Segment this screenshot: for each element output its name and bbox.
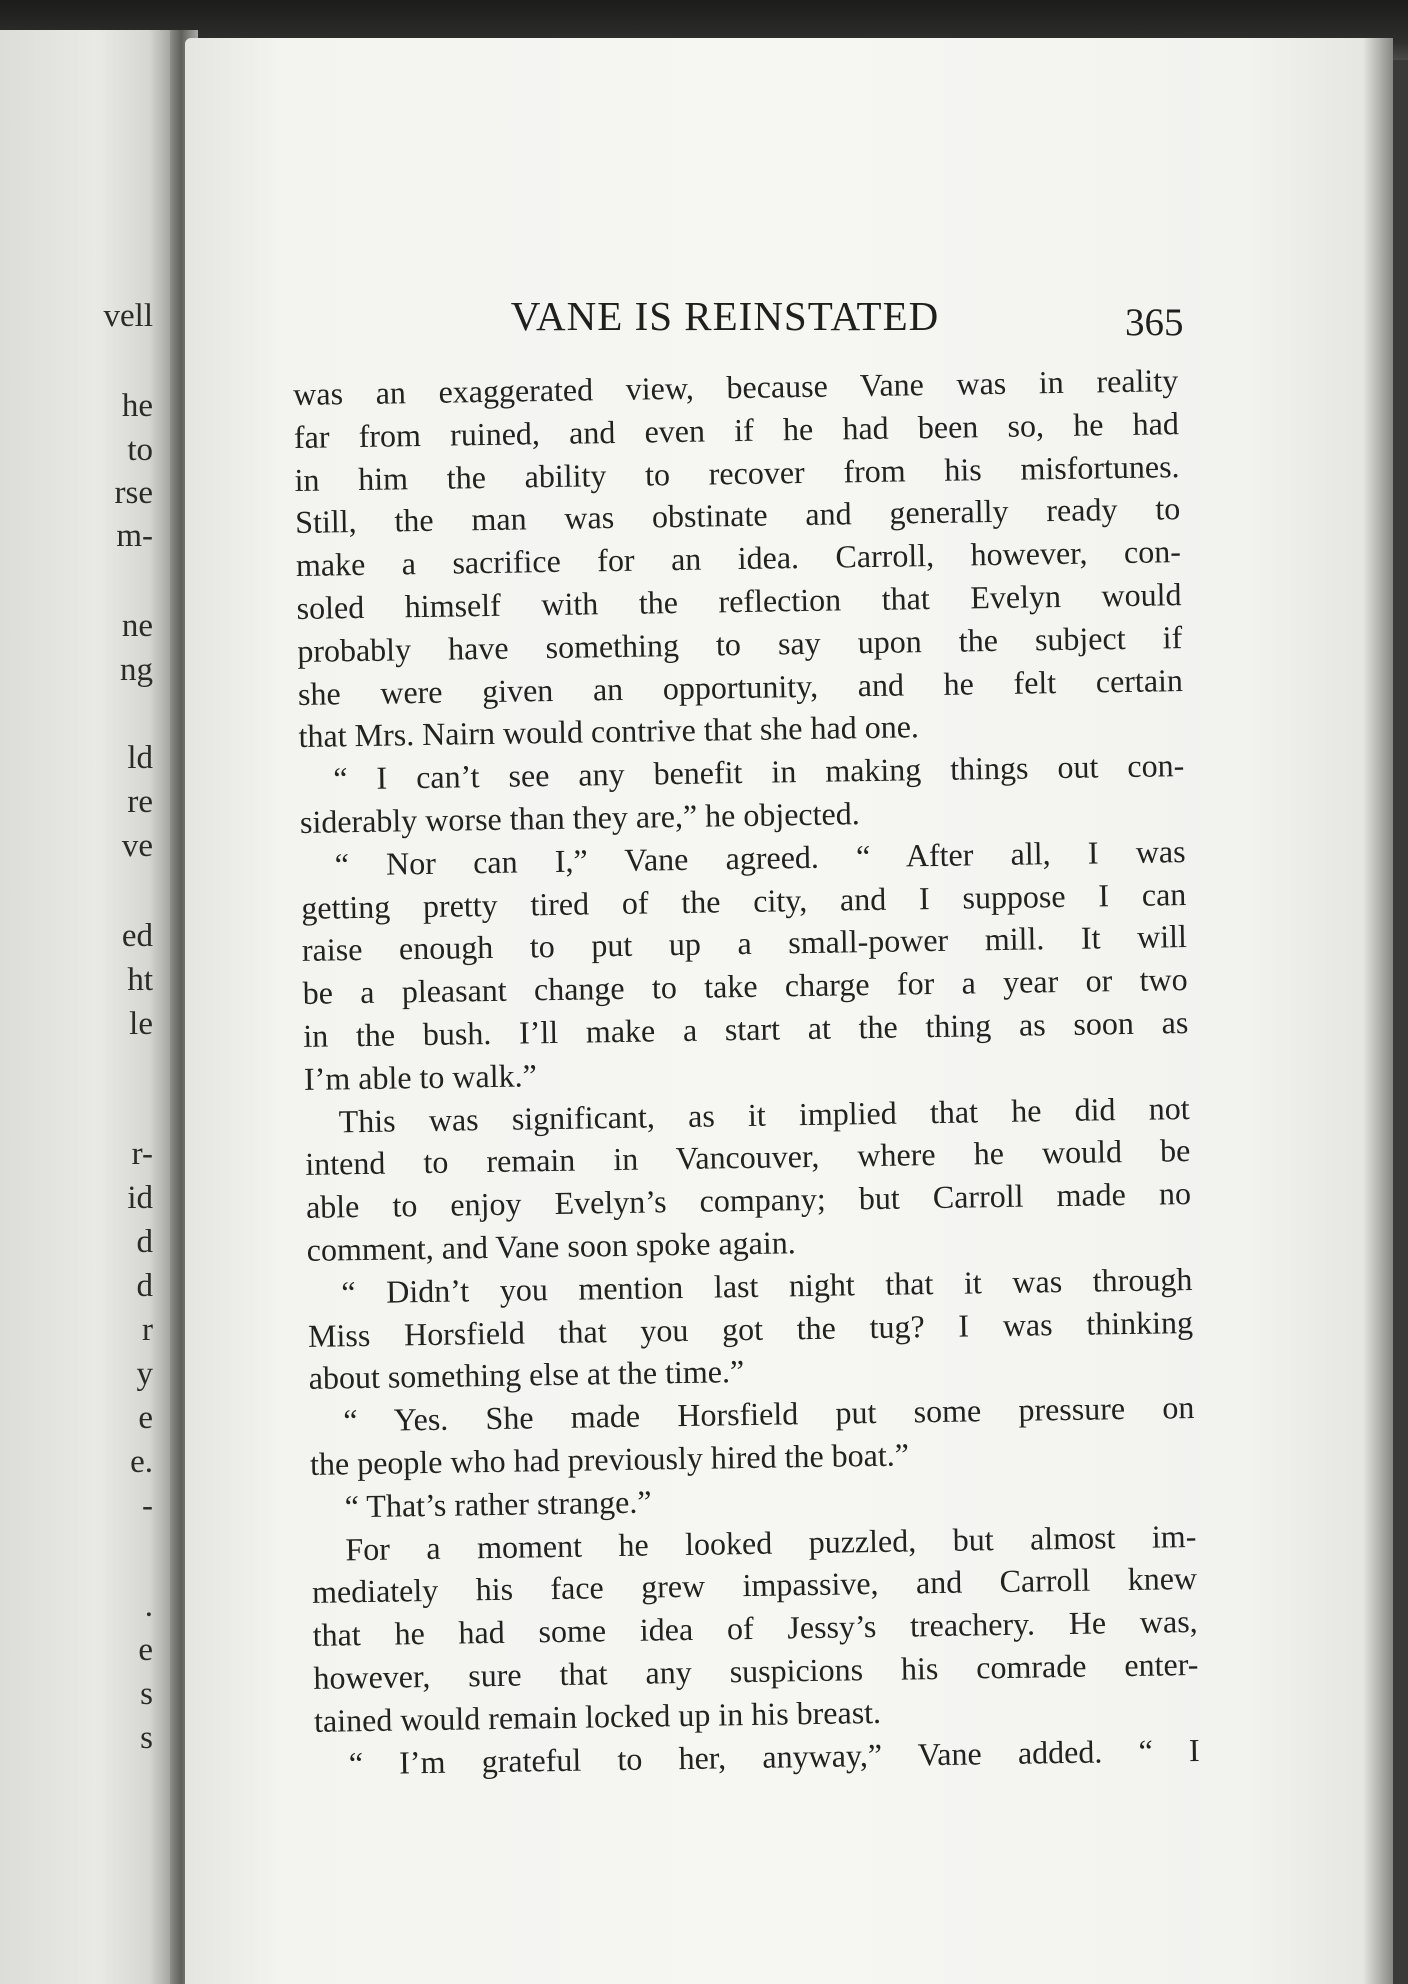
text-line: was an exaggerated view, because Vane was in reality — [292, 362, 1179, 412]
text-line: in the bush. I’ll make a start at the thing as soon as — [303, 1004, 1189, 1054]
text-line: “ Nor can I,” Vane agreed. “ After all, I was — [334, 832, 1186, 883]
previous-page-fragment: e — [138, 1632, 153, 1668]
text-line: she were given an opportunity, and he felt certain — [297, 661, 1184, 712]
text-line: mediately his face grew impassive, and Carroll knew — [311, 1560, 1198, 1611]
previous-page-fragment: m- — [116, 518, 153, 554]
text-line: about something else at the time.” — [308, 1353, 745, 1397]
previous-page-fragment: r — [142, 1312, 153, 1348]
previous-page-fragment: ht — [127, 962, 153, 998]
text-line: soled himself with the reflection that Evelyn would — [296, 576, 1182, 626]
running-head — [185, 292, 1393, 352]
text-line: the people who had previously hired the boat.” — [309, 1436, 910, 1482]
chapter-title: VANE IS REINSTATED — [510, 293, 940, 339]
text-line: “ Yes. She made Horsfield put some pressure on — [343, 1389, 1195, 1439]
previous-page-fragment: - — [142, 1488, 153, 1524]
previous-page-fragment: . — [144, 1588, 153, 1624]
previous-page-fragment: le — [129, 1006, 153, 1042]
text-line: siderably worse than they are,” he objected. — [299, 795, 860, 840]
previous-page-fragment: r- — [131, 1136, 153, 1172]
previous-page-fragment: rse — [114, 475, 153, 511]
previous-page-fragment: re — [127, 784, 153, 820]
previous-page-fragment: ld — [127, 740, 153, 776]
previous-page-text-fragments — [0, 30, 175, 1984]
text-line: “ Didn’t you mention last night that it was through — [341, 1260, 1193, 1311]
previous-page-fragment: s — [140, 1720, 153, 1756]
text-line: I’m able to walk.” — [303, 1057, 538, 1097]
text-line: This was significant, as it implied that he did not — [338, 1089, 1190, 1139]
previous-page-fragment: ve — [121, 828, 153, 864]
text-line: raise enough to put up a small-power mill. It will — [301, 918, 1188, 969]
text-line: getting pretty tired of the city, and I suppose I can — [301, 875, 1187, 926]
text-line: “ That’s rather strange.” — [344, 1483, 652, 1525]
previous-page-fragment: d — [136, 1268, 153, 1304]
text-line: intend to remain in Vancouver, where he would be — [305, 1132, 1191, 1183]
text-line: that Mrs. Nairn would contrive that she had one. — [298, 708, 920, 755]
previous-page — [0, 30, 175, 1984]
text-line: in him the ability to recover from his misfortunes. — [294, 447, 1180, 498]
text-line: “ I’m grateful to her, anyway,” Vane added. “ I — [348, 1731, 1200, 1781]
previous-page-fragment: e — [138, 1400, 153, 1436]
text-line: far from ruined, and even if he had been so, he had — [293, 404, 1180, 455]
text-line: probably have something to say upon the subject if — [297, 618, 1183, 669]
text-line: be a pleasant change to take charge for a year or two — [302, 961, 1188, 1012]
previous-page-fragment: ed — [121, 918, 153, 954]
text-line: make a sacrifice for an idea. Carroll, however, con- — [295, 533, 1182, 584]
previous-page-fragment: s — [140, 1676, 153, 1712]
previous-page-fragment: y — [136, 1356, 153, 1392]
book-page — [185, 38, 1393, 1984]
text-line: able to enjoy Evelyn’s company; but Carroll made no — [305, 1175, 1192, 1226]
text-line: For a moment he looked puzzled, but almost im- — [345, 1517, 1197, 1567]
previous-page-fragment: to — [127, 432, 153, 468]
previous-page-fragment: e. — [130, 1444, 153, 1480]
text-line: Still, the man was obstinate and generally ready to — [294, 490, 1181, 541]
text-line: Miss Horsfield that you got the tug? I was thinking — [307, 1303, 1194, 1354]
text-line: however, sure that any suspicions his comrade enter- — [313, 1645, 1199, 1696]
previous-page-fragment: id — [127, 1180, 153, 1216]
page-number: 365 — [1125, 301, 1184, 344]
previous-page-fragment: he — [121, 388, 153, 424]
previous-page-fragment: ne — [121, 608, 153, 644]
previous-page-fragment: d — [136, 1224, 153, 1260]
body-text — [292, 362, 1200, 1781]
previous-page-fragment: ng — [120, 652, 153, 688]
text-line: that he had some idea of Jessy’s treachery. He was, — [312, 1603, 1198, 1654]
text-line: comment, and Vane soon spoke again. — [306, 1224, 796, 1268]
previous-page-fragment: vell — [103, 298, 153, 334]
text-line: tained would remain locked up in his breast. — [313, 1693, 882, 1739]
text-line: “ I can’t see any benefit in making things out con- — [333, 747, 1185, 797]
